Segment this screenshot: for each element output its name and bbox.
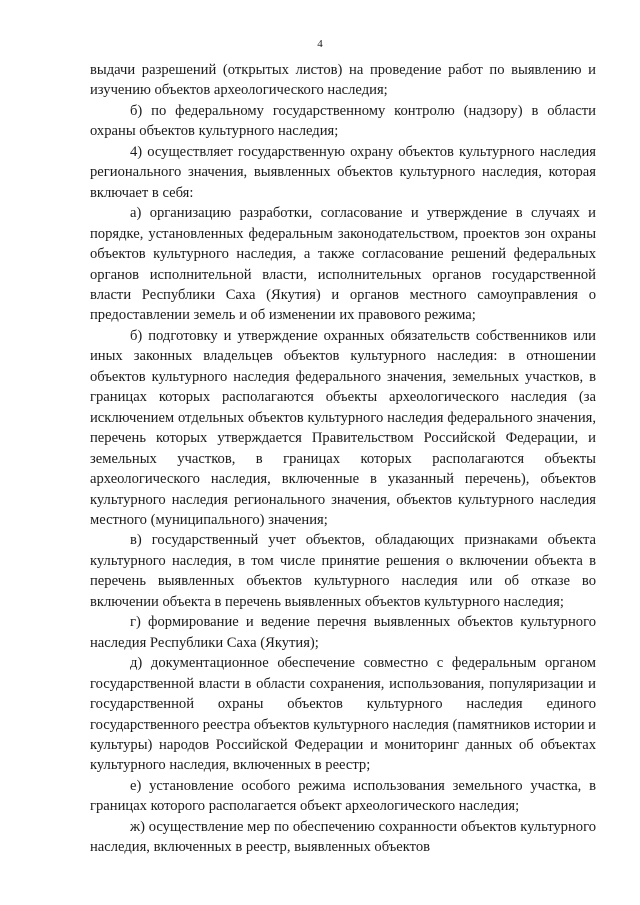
paragraph-item-v-state-accounting: в) государственный учет объектов, обладающих признаками объекта культурного наследия, в том числе принятие решения о включении объекта в перечень выявленных объектов культурного наследия или об отказе во включении объекта в перечень выявленных объектов культурного наследия;: [90, 532, 596, 610]
page-number: 4: [317, 38, 323, 50]
paragraph-item-4-state-protection: 4) осуществляет государственную охрану объектов культурного наследия регионального значения, выявленных объектов культурного наследия, которая включает в себя:: [90, 143, 596, 201]
paragraph-item-d-documentation: д) документационное обеспечение совместно с федеральным органом государственной власти в области сохранения, использования, популяризации и государственной охраны объектов культурного наследия единого государственного реестра объектов культурного наследия (памятников истории и культуры) народов Российской Федерации и мониторинг данных об объектах культурного наследия, включенных в реестр;: [90, 655, 596, 774]
paragraph-item-a-protection-zones: а) организацию разработки, согласование и утверждение в случаях и порядке, установленных федеральным законодательством, проектов зон охраны объектов культурного наследия, а также согласование решений федеральных органов исполнительной власти, исполнительных органов государственной власти Республики Саха (Якутия) и органов местного самоуправления о предоставлении земель и об изменении их правового режима;: [90, 205, 596, 324]
paragraph-continuation: выдачи разрешений (открытых листов) на проведение работ по выявлению и изучению объектов археологического наследия;: [90, 62, 596, 99]
paragraph-item-e-land-regime: е) установление особого режима использования земельного участка, в границах которого располагается объект археологического наследия;: [90, 777, 596, 815]
paragraph-item-b-protection-obligations: б) подготовку и утверждение охранных обязательств собственников или иных законных владельцев объектов культурного наследия: в отношении объектов культурного наследия федерального значения, земельных участков, в границах которых располагаются объекты археологического наследия (за исключением отдельных объектов культурного наследия федерального значения, перечень которых утверждается Правительством Российской Федерации, и земельных участков, в границах которых располагаются объекты археологического наследия, включенные в указанный перечень), объектов культурного наследия регионального значения, объектов культурного наследия местного (муниципального) значения;: [90, 327, 596, 528]
paragraph-item-b-control: б) по федеральному государственному контролю (надзору) в области охраны объектов культурного наследия;: [90, 102, 596, 140]
paragraph-item-zh-preservation-measures: ж) осуществление мер по обеспечению сохранности объектов культурного наследия, включенных в реестр, выявленных объектов: [90, 818, 596, 856]
paragraph-item-g-list-maintenance: г) формирование и ведение перечня выявленных объектов культурного наследия Республики Саха (Якутия);: [90, 614, 596, 651]
document-body: [90, 60, 596, 858]
